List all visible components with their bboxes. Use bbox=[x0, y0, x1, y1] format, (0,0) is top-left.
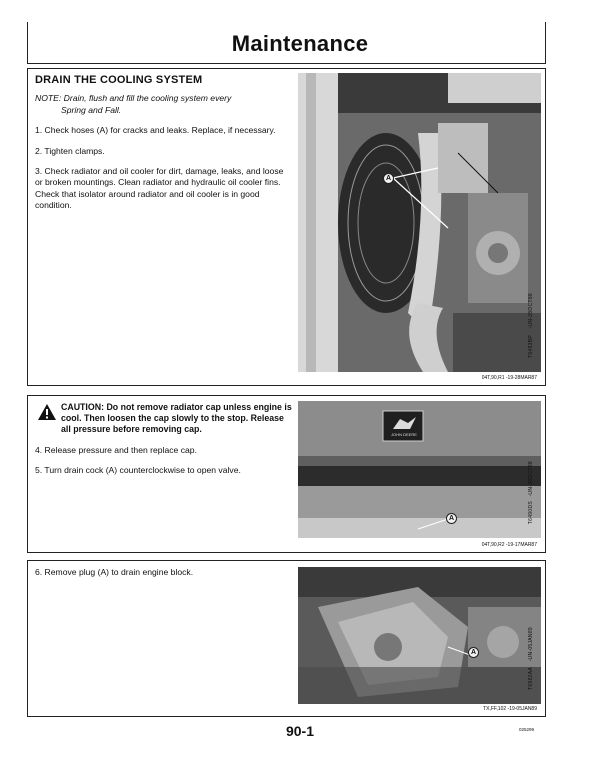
engine-block-panel bbox=[27, 560, 546, 717]
side-code-2: T6982AA bbox=[528, 667, 534, 690]
engine-block-illustration bbox=[298, 567, 541, 704]
drain-cooling-system-panel bbox=[27, 68, 546, 386]
radiator-hoses-illustration bbox=[298, 73, 541, 372]
step-5: 5. Turn drain cock (A) counterclockwise to open valve. bbox=[35, 465, 241, 476]
step-3: 3. Check radiator and oil cooler for dirt, damage, leaks, and loose or broken mountings. Clean radiator and hydraulic oil cooler fins. Check that isolator around radiator and oil cooler is in good condition. bbox=[35, 166, 284, 211]
photo-caption: 04T,90,R2 -19-17MAR87 bbox=[481, 542, 537, 548]
callout-a: A bbox=[468, 647, 479, 658]
caution-text: CAUTION: Do not remove radiator cap unless engine is cool. Then loosen the cap slowly to the stop. Release all pressure before removing cap. bbox=[61, 402, 292, 435]
note-line-1: NOTE: Drain, flush and fill the cooling system every bbox=[35, 93, 232, 104]
section-heading: DRAIN THE COOLING SYSTEM bbox=[35, 74, 203, 86]
step-4: 4. Release pressure and then replace cap. bbox=[35, 444, 197, 455]
title-rule-bottom bbox=[27, 63, 546, 64]
side-code-1: -UN-05JAN89 bbox=[528, 627, 534, 662]
photo-caption: 04T,90,R1 -19-28MAR87 bbox=[481, 375, 537, 381]
side-code-2: T6493BP bbox=[528, 335, 534, 358]
machine-side-illustration bbox=[298, 401, 541, 538]
panel1-text bbox=[35, 75, 293, 221]
side-code-1: -UN-28OCT88 bbox=[528, 461, 534, 497]
caution-block bbox=[35, 402, 293, 436]
page-number: 90-1 bbox=[285, 723, 315, 739]
step-2: 2. Tighten clamps. bbox=[35, 145, 105, 156]
john-deere-logo-text: JOHN DEERE bbox=[391, 432, 417, 437]
warning-triangle-icon bbox=[37, 403, 57, 421]
note bbox=[35, 93, 293, 116]
side-code-1: -UN-28OCT88 bbox=[528, 293, 534, 329]
engine-block-photo bbox=[298, 567, 541, 704]
panel3-text bbox=[35, 567, 293, 587]
note-line-2: Spring and Fall. bbox=[61, 104, 122, 115]
page-code: 025299 bbox=[519, 727, 535, 732]
photo-caption: TX,FF,102 -19-05JAN89 bbox=[483, 706, 537, 712]
step-6: 6. Remove plug (A) to drain engine block. bbox=[35, 567, 194, 577]
callout-a: A bbox=[446, 513, 457, 524]
side-code-2: T6490DS bbox=[528, 501, 534, 525]
drain-cock-photo bbox=[298, 401, 541, 538]
callout-a: A bbox=[383, 173, 394, 184]
radiator-hoses-photo bbox=[298, 73, 541, 372]
caution-panel bbox=[27, 395, 546, 553]
step-1: 1. Check hoses (A) for cracks and leaks. Replace, if necessary. bbox=[35, 125, 276, 136]
panel2-text bbox=[35, 402, 293, 485]
page-title: Maintenance bbox=[231, 31, 369, 56]
